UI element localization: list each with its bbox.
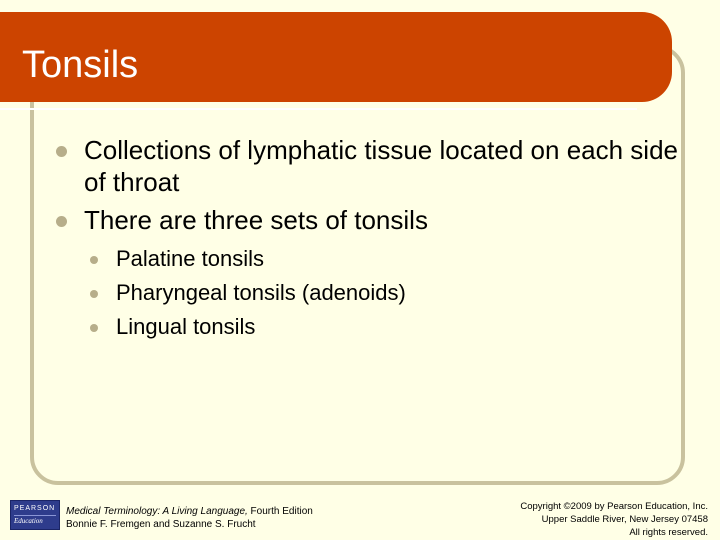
logo-line1: PEARSON bbox=[14, 505, 56, 512]
title-bar bbox=[0, 12, 672, 102]
sub-bullet-text: Pharyngeal tonsils (adenoids) bbox=[116, 280, 406, 305]
sub-bullet-icon bbox=[90, 324, 98, 332]
bullet-text: There are three sets of tonsils bbox=[84, 205, 428, 235]
bullet-icon bbox=[56, 146, 67, 157]
slide-title: Tonsils bbox=[22, 44, 139, 86]
copyright-line2: Upper Saddle River, New Jersey 07458 bbox=[541, 514, 708, 525]
pearson-logo bbox=[10, 500, 60, 530]
title-underline bbox=[0, 108, 637, 110]
sub-bullet-text: Lingual tonsils bbox=[116, 314, 256, 339]
bullet-text: Collections of lymphatic tissue located on each side of throat bbox=[84, 135, 678, 197]
sub-bullet-text: Palatine tonsils bbox=[116, 246, 264, 271]
copyright-line1: Copyright ©2009 by Pearson Education, Inc. bbox=[520, 501, 708, 512]
bullet-icon bbox=[56, 216, 67, 227]
footer-citation bbox=[66, 505, 313, 531]
sub-bullet-icon bbox=[90, 290, 98, 298]
footer-authors: Bonnie F. Fremgen and Suzanne S. Frucht bbox=[66, 519, 256, 530]
sub-bullet-icon bbox=[90, 256, 98, 264]
footer-edition: Fourth Edition bbox=[247, 506, 313, 517]
footer-copyright bbox=[520, 500, 708, 539]
logo-line2: Education bbox=[14, 517, 43, 525]
footer-title-line bbox=[66, 505, 313, 518]
copyright-line3: All rights reserved. bbox=[629, 527, 708, 538]
footer-book-title: Medical Terminology: A Living Language, bbox=[66, 506, 248, 517]
